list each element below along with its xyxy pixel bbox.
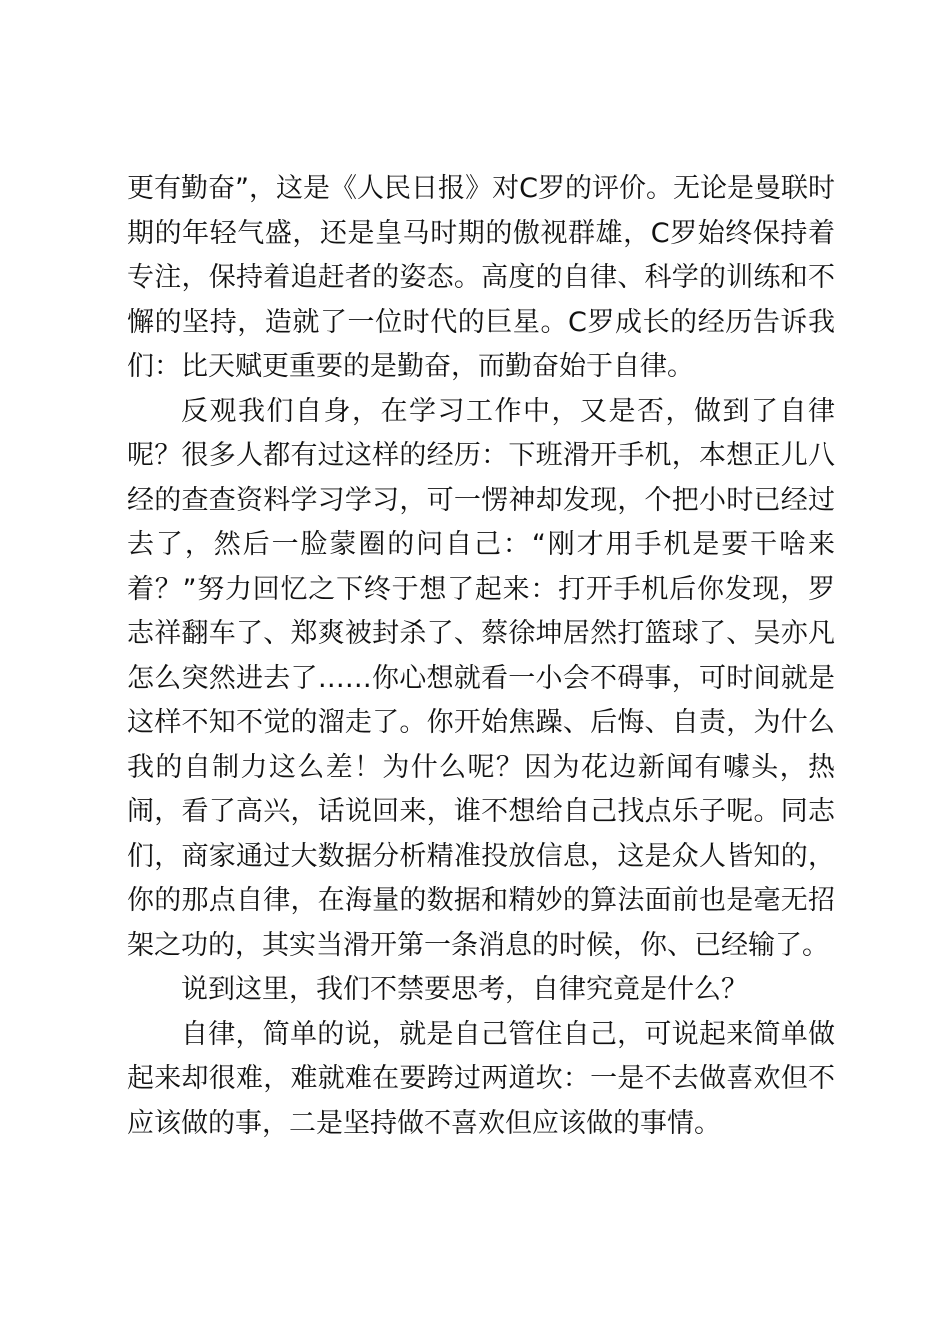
document-body xyxy=(127,167,835,1146)
paragraph-1: 更有勤奋”，这是《人民日报》对C罗的评价。无论是曼联时期的年轻气盛，还是皇马时期的傲视群雄，C罗始终保持着专注，保持着追赶者的姿态。高度的自律、科学的训练和不懈的坚持，造就了一位时代的巨星。C罗成长的经历告诉我们：比天赋更重要的是勤奋，而勤奋始于自律。 xyxy=(127,173,835,382)
paragraph-3: 说到这里，我们不禁要思考，自律究竟是什么？ xyxy=(181,974,748,1005)
paragraph-4: 自律，简单的说，就是自己管住自己，可说起来简单做起来却很难，难就难在要跨过两道坎：一是不去做喜欢但不应该做的事，二是坚持做不喜欢但应该做的事情。 xyxy=(127,1018,835,1139)
paragraph-2: 反观我们自身，在学习工作中，又是否，做到了自律呢？很多人都有过这样的经历：下班滑开手机，本想正儿八经的查查资料学习学习，可一愣神却发现，个把小时已经过去了，然后一脸蒙圈的问自己：“刚才用手机是要干啥来着？”努力回忆之下终于想了起来：打开手机后你发现，罗志祥翻车了、郑爽被封杀了、蔡徐坤居然打篮球了、吴亦凡怎么突然进去了……你心想就看一小会不碍事，可时间就是这样不知不觉的溜走了。你开始焦躁、后悔、自责，为什么我的自制力这么差！为什么呢？因为花边新闻有噱头，热闹，看了高兴，话说回来，谁不想给自己找点乐子呢。同志们，商家通过大数据分析精准投放信息，这是众人皆知的，你的那点自律，在海量的数据和精妙的算法面前也是毫无招架之功的，其实当滑开第一条消息的时候，你、已经输了。 xyxy=(127,395,835,961)
